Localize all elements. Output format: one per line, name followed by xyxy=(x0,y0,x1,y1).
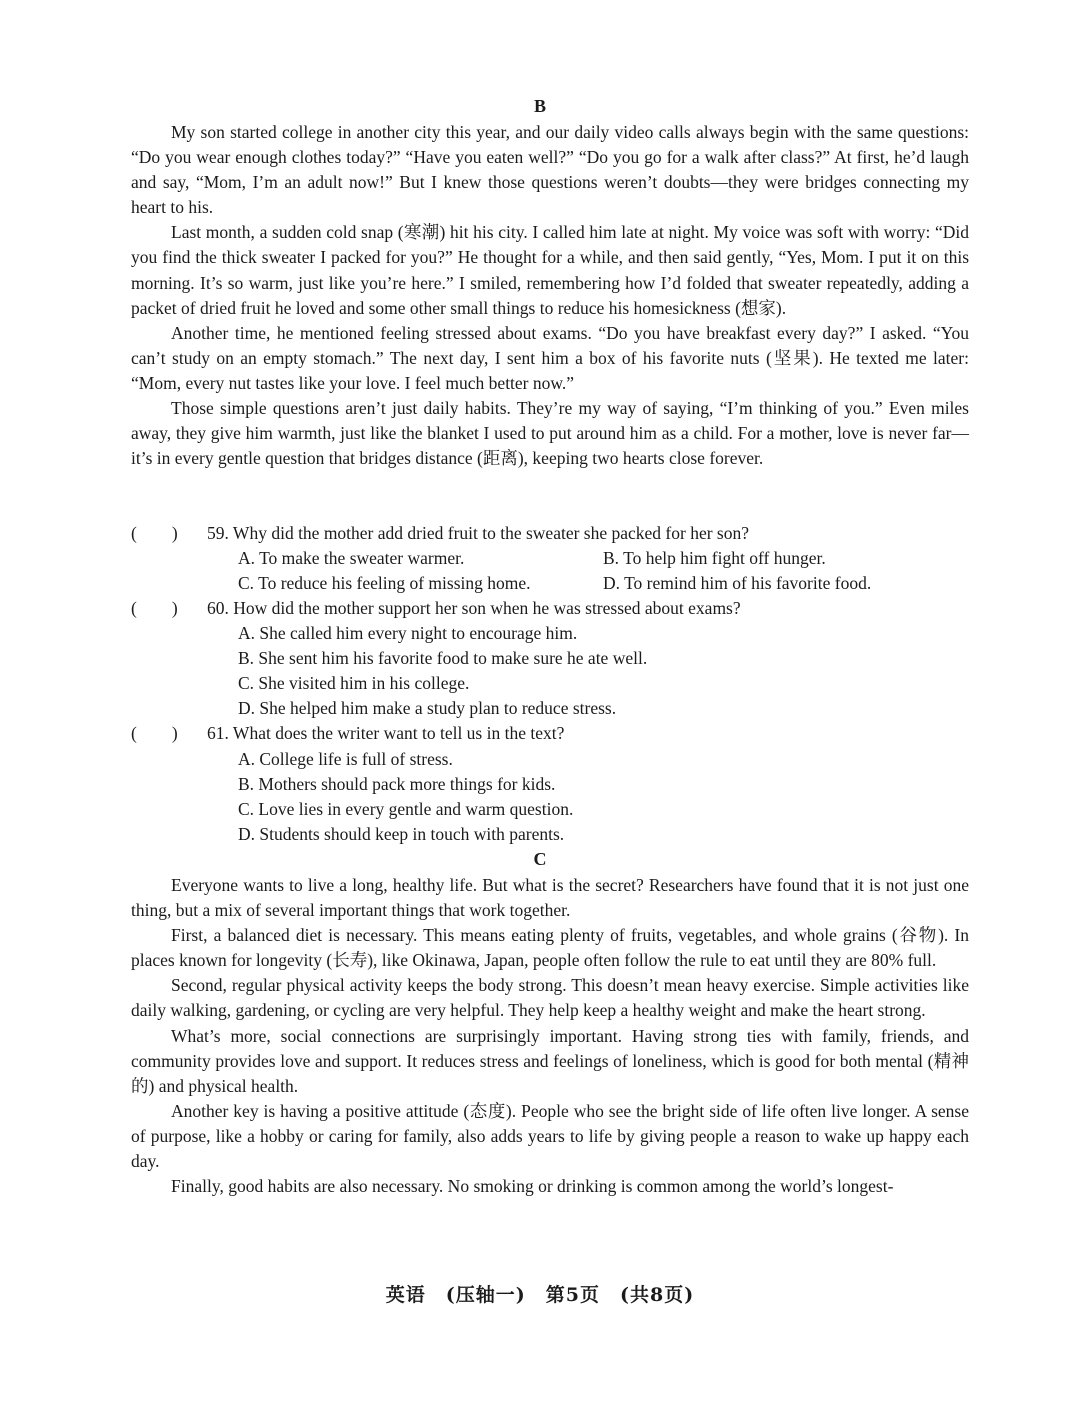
option-d: D. To remind him of his favorite food. xyxy=(603,573,872,593)
option-d: D. She helped him make a study plan to reduce stress. xyxy=(238,698,617,718)
section-b-passage xyxy=(131,120,969,471)
question-stem: 61. What does the writer want to tell us in the text? xyxy=(207,723,565,743)
passage-c-paragraph-1: Everyone wants to live a long, healthy life. But what is the secret? Researchers have found that it is not just one thing, but a mix of several important things that work together. xyxy=(131,875,969,921)
question-stem: 60. How did the mother support her son when he was stressed about exams? xyxy=(207,598,741,618)
option-a: A. College life is full of stress. xyxy=(238,749,453,769)
option-d: D. Students should keep in touch with parents. xyxy=(238,824,565,844)
option-c: C. To reduce his feeling of missing home. xyxy=(238,573,531,593)
option-b: B. To help him fight off hunger. xyxy=(603,548,826,568)
answer-blank[interactable]: ( ) xyxy=(131,723,178,743)
option-c: C. She visited him in his college. xyxy=(238,673,470,693)
passage-c-paragraph-2: First, a balanced diet is necessary. This means eating plenty of fruits, vegetables, and whole grains (谷物). In places known for longevity (长寿), like Okinawa, Japan, people often follow the rule to eat until they are 80% full. xyxy=(131,925,969,971)
section-c-title: C xyxy=(533,849,547,869)
passage-c-paragraph-6: Finally, good habits are also necessary. No smoking or drinking is common among the world’s longest- xyxy=(171,1176,894,1197)
section-b-title: B xyxy=(533,96,546,116)
page-footer: 英语 (压轴一) 第5页 (共8页) xyxy=(385,1284,695,1306)
option-a: A. To make the sweater warmer. xyxy=(238,548,465,568)
question-stem: 59. Why did the mother add dried fruit to the sweater she packed for her son? xyxy=(207,523,750,543)
option-b: B. She sent him his favorite food to make sure he ate well. xyxy=(238,648,648,668)
answer-blank[interactable]: ( ) xyxy=(131,523,178,543)
passage-b-paragraph-2: Last month, a sudden cold snap (寒潮) hit his city. I called him late at night. My voice was soft with worry: “Did you find the thick sweater I packed for you?” He thought for a while, and then said gently, “Yes, Mom. I put it on this morning. It’s so warm, just like you’re here.” I smiled, remembering how I’d folded that sweater repeatedly, adding a packet of dried fruit he loved and some other small things to reduce his homesickness (想家). xyxy=(131,222,969,318)
option-a: A. She called him every night to encourage him. xyxy=(238,623,578,643)
passage-b-paragraph-4: Those simple questions aren’t just daily habits. They’re my way of saying, “I’m thinking of you.” Even miles away, they give him warmth, just like the blanket I used to put around him as a child. For a mother, love is never far—it’s in every gentle question that bridges distance (距离), keeping two hearts close forever. xyxy=(131,398,969,469)
option-b: B. Mothers should pack more things for kids. xyxy=(238,774,556,794)
passage-b-paragraph-3: Another time, he mentioned feeling stressed about exams. “Do you have breakfast every day?” I asked. “You can’t study on an empty stomach.” The next day, I sent him a box of his favorite nuts (坚果). He texted me later: “Mom, every nut tastes like your love. I feel much better now.” xyxy=(131,322,969,393)
passage-c-paragraph-5: Another key is having a positive attitude (态度). People who see the bright side of life often live longer. A sense of purpose, like a hobby or caring for family, also adds years to life by giving people a reason to wake up happy each day. xyxy=(131,1100,969,1172)
option-c: C. Love lies in every gentle and warm question. xyxy=(238,799,574,819)
passage-c-paragraph-4: What’s more, social connections are surprisingly important. Having strong ties with family, friends, and community provides love and support. It reduces stress and feelings of loneliness, which is good for both mental (精神的) and physical health. xyxy=(131,1025,969,1096)
passage-c-paragraph-3: Second, regular physical activity keeps the body strong. This doesn’t mean heavy exercise. Simple activities like daily walking, gardening, or cycling are very helpful. They help keep a healthy weight and make the heart strong. xyxy=(131,975,969,1021)
section-c-passage xyxy=(131,873,969,1199)
passage-b-paragraph-1: My son started college in another city this year, and our daily video calls always begin with the same questions: “Do you wear enough clothes today?” “Have you eaten well?” “Do you go for a walk after class?” At first, he’d laugh and say, “Mom, I’m an adult now!” But I knew those questions weren’t doubts—they were bridges connecting my heart to his. xyxy=(131,122,969,218)
answer-blank[interactable]: ( ) xyxy=(131,598,178,618)
